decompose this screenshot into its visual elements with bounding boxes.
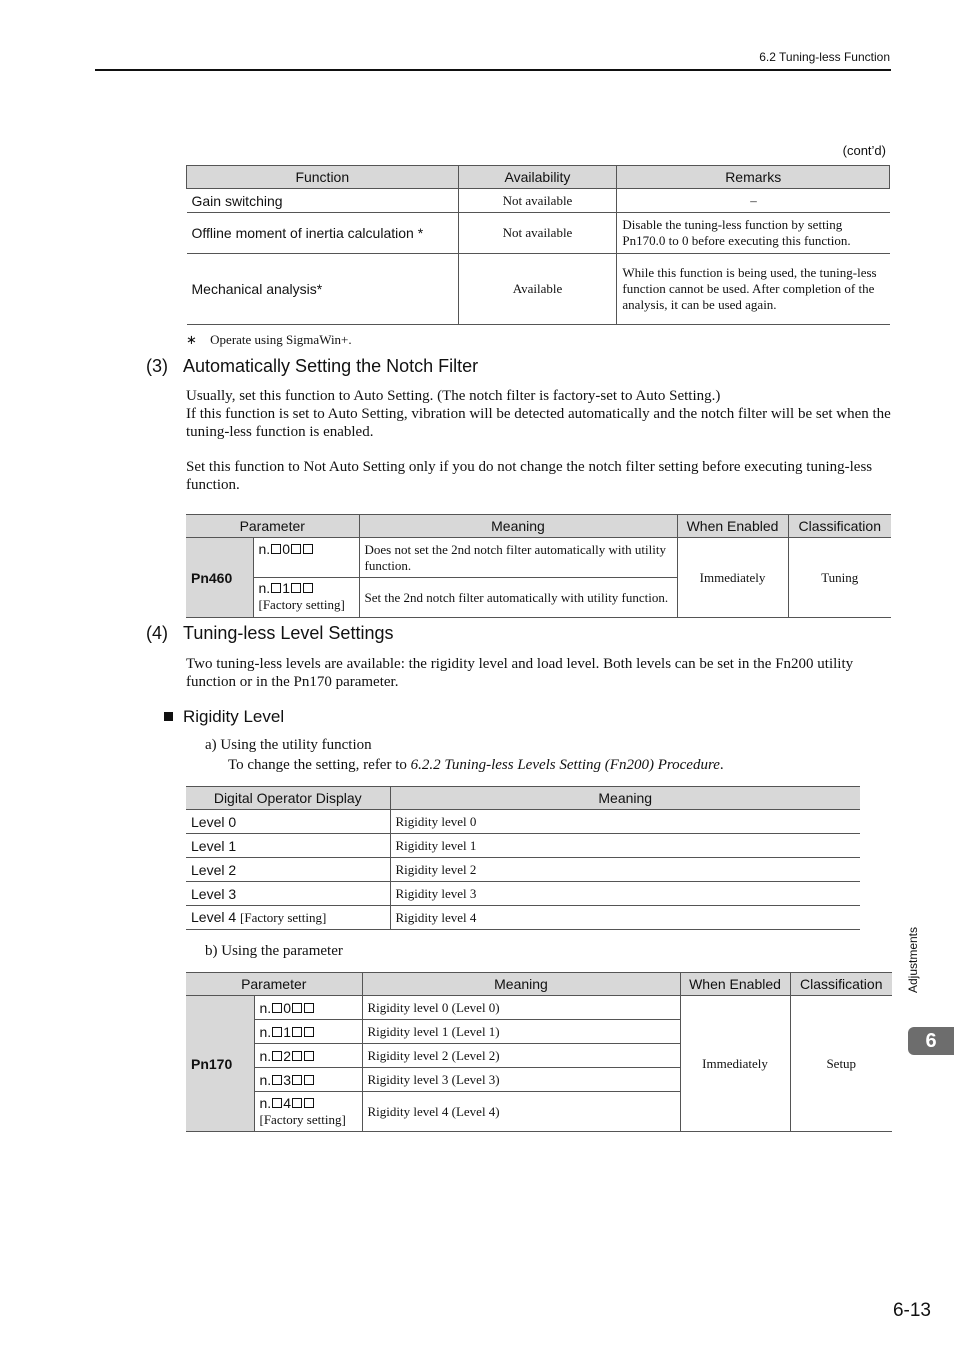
placeholder-box-icon <box>292 1075 302 1085</box>
cell-meaning: Rigidity level 2 (Level 2) <box>362 1044 680 1068</box>
step-a-text: To change the setting, refer to 6.2.2 Tuning-less Levels Setting (Fn200) Procedure. <box>228 757 724 773</box>
placeholder-box-icon <box>292 1003 302 1013</box>
cell-meaning: Rigidity level 3 (Level 3) <box>362 1068 680 1092</box>
col-header-parameter: Parameter <box>186 515 359 538</box>
factory-setting-label: [Factory setting] <box>258 597 345 612</box>
table-row <box>187 189 890 213</box>
table-row <box>186 858 860 882</box>
col-header-when-enabled: When Enabled <box>677 515 788 538</box>
placeholder-box-icon <box>303 583 313 593</box>
col-header-availability: Availability <box>458 166 617 189</box>
cell-function: Offline moment of inertia calculation * <box>187 213 459 254</box>
table-row <box>186 538 891 578</box>
placeholder-box-icon <box>292 1051 302 1061</box>
section-4-title: Tuning-less Level Settings <box>183 623 394 643</box>
cell-display: Level 4 [Factory setting] <box>186 906 390 930</box>
placeholder-box-icon <box>271 583 281 593</box>
col-header-remarks: Remarks <box>617 166 890 189</box>
cross-reference-link: 6.2.2 Tuning-less Levels Setting (Fn200) Procedure <box>410 757 720 773</box>
setting-value: n. 3 <box>254 1068 362 1092</box>
cell-remarks: Disable the tuning-less function by setting Pn170.0 to 0 before executing this function. <box>617 213 890 254</box>
section-3-title: Automatically Setting the Notch Filter <box>183 356 479 376</box>
setting-value: n. 0 <box>253 538 359 578</box>
cell-function: Gain switching <box>187 189 459 213</box>
step-b-label: b) Using the parameter <box>205 943 343 959</box>
chapter-tab: 6 <box>908 1027 954 1055</box>
digital-operator-table <box>186 786 860 930</box>
placeholder-box-icon <box>292 1098 302 1108</box>
section-3-para-2: If this function is set to Auto Setting, vibration will be detected automatically and the notch filter will be set when the tuning-less function is enabled. <box>186 406 891 440</box>
placeholder-box-icon <box>271 544 281 554</box>
cell-meaning: Rigidity level 0 (Level 0) <box>362 996 680 1020</box>
placeholder-box-icon <box>304 1003 314 1013</box>
table-row <box>186 906 860 930</box>
cell-meaning: Rigidity level 1 (Level 1) <box>362 1020 680 1044</box>
col-header-function: Function <box>187 166 459 189</box>
setting-value: n. 0 <box>254 996 362 1020</box>
chapter-side-label: Adjustments <box>906 926 920 994</box>
setting-value: n. 1 <box>254 1020 362 1044</box>
table-row <box>187 254 890 325</box>
cell-meaning: Rigidity level 3 <box>390 882 860 906</box>
table-row <box>186 996 892 1020</box>
cell-meaning: Rigidity level 4 (Level 4) <box>362 1092 680 1132</box>
section-4-number: (4) <box>146 623 168 643</box>
cell-when-enabled: Immediately <box>677 538 788 618</box>
param-pn460: Pn460 <box>186 538 253 618</box>
col-header-meaning: Meaning <box>359 515 677 538</box>
cell-availability: Not available <box>458 189 617 213</box>
cell-classification: Tuning <box>788 538 891 618</box>
section-3-para-1: Usually, set this function to Auto Setting. (The notch filter is factory-set to Auto Setting.) <box>186 388 721 404</box>
cell-remarks: – <box>617 189 890 213</box>
cell-function: Mechanical analysis* <box>187 254 459 325</box>
factory-setting-label: [Factory setting] <box>240 910 327 925</box>
cell-display: Level 0 <box>186 810 390 834</box>
col-header-parameter: Parameter <box>186 973 362 996</box>
cell-meaning: Set the 2nd notch filter automatically with utility function. <box>359 578 677 618</box>
placeholder-box-icon <box>292 1027 302 1037</box>
section-3-heading <box>146 356 478 377</box>
placeholder-box-icon <box>291 544 301 554</box>
footnote <box>186 332 352 348</box>
setting-value: n. 2 <box>254 1044 362 1068</box>
col-header-classification: Classification <box>788 515 891 538</box>
table-row <box>187 213 890 254</box>
placeholder-box-icon <box>272 1075 282 1085</box>
cell-display: Level 1 <box>186 834 390 858</box>
placeholder-box-icon <box>272 1027 282 1037</box>
header-rule <box>95 69 891 71</box>
param-pn170: Pn170 <box>186 996 254 1132</box>
section-4-heading <box>146 623 393 644</box>
cell-classification: Setup <box>790 996 892 1132</box>
rigidity-level-heading: Rigidity Level <box>164 707 284 727</box>
step-a-label: a) Using the utility function <box>205 737 372 753</box>
cell-meaning: Rigidity level 1 <box>390 834 860 858</box>
footnote-text: Operate using SigmaWin+. <box>210 332 352 347</box>
setting-value: n. 1 [Factory setting] <box>253 578 359 618</box>
square-bullet-icon <box>164 712 173 721</box>
footnote-mark: ∗ <box>186 332 197 347</box>
placeholder-box-icon <box>304 1075 314 1085</box>
placeholder-box-icon <box>304 1051 314 1061</box>
col-header-meaning: Meaning <box>362 973 680 996</box>
table-row <box>186 882 860 906</box>
placeholder-box-icon <box>303 544 313 554</box>
factory-setting-label: [Factory setting] <box>259 1112 346 1127</box>
page-number: 6-13 <box>892 1300 931 1321</box>
placeholder-box-icon <box>291 583 301 593</box>
placeholder-box-icon <box>304 1027 314 1037</box>
section-3-para-3: Set this function to Not Auto Setting only if you do not change the notch filter setting before executing tuning-less function. <box>186 459 873 493</box>
cell-meaning: Rigidity level 4 <box>390 906 860 930</box>
cell-display: Level 2 <box>186 858 390 882</box>
pn170-table <box>186 972 892 1132</box>
setting-value: n. 4 [Factory setting] <box>254 1092 362 1132</box>
contd-label: (cont’d) <box>842 143 886 158</box>
cell-meaning: Rigidity level 2 <box>390 858 860 882</box>
col-header-display: Digital Operator Display <box>186 787 390 810</box>
placeholder-box-icon <box>272 1051 282 1061</box>
cell-when-enabled: Immediately <box>680 996 790 1132</box>
col-header-meaning: Meaning <box>390 787 860 810</box>
cell-meaning: Rigidity level 0 <box>390 810 860 834</box>
col-header-when-enabled: When Enabled <box>680 973 790 996</box>
table-row <box>186 810 860 834</box>
table-row <box>186 834 860 858</box>
cell-remarks: While this function is being used, the tuning-less function cannot be used. After completion of the analysis, it can be used again. <box>617 254 890 325</box>
pn460-table <box>186 514 891 618</box>
cell-display: Level 3 <box>186 882 390 906</box>
section-3-number: (3) <box>146 356 168 376</box>
placeholder-box-icon <box>304 1098 314 1108</box>
availability-table <box>186 165 890 325</box>
placeholder-box-icon <box>272 1003 282 1013</box>
placeholder-box-icon <box>272 1098 282 1108</box>
cell-availability: Available <box>458 254 617 325</box>
running-head: 6.2 Tuning-less Function <box>759 50 890 64</box>
cell-meaning: Does not set the 2nd notch filter automatically with utility function. <box>359 538 677 578</box>
section-4-para: Two tuning-less levels are available: the rigidity level and load level. Both levels can be set in the Fn200 utility function or in the Pn170 parameter. <box>186 656 854 690</box>
col-header-classification: Classification <box>790 973 892 996</box>
cell-availability: Not available <box>458 213 617 254</box>
